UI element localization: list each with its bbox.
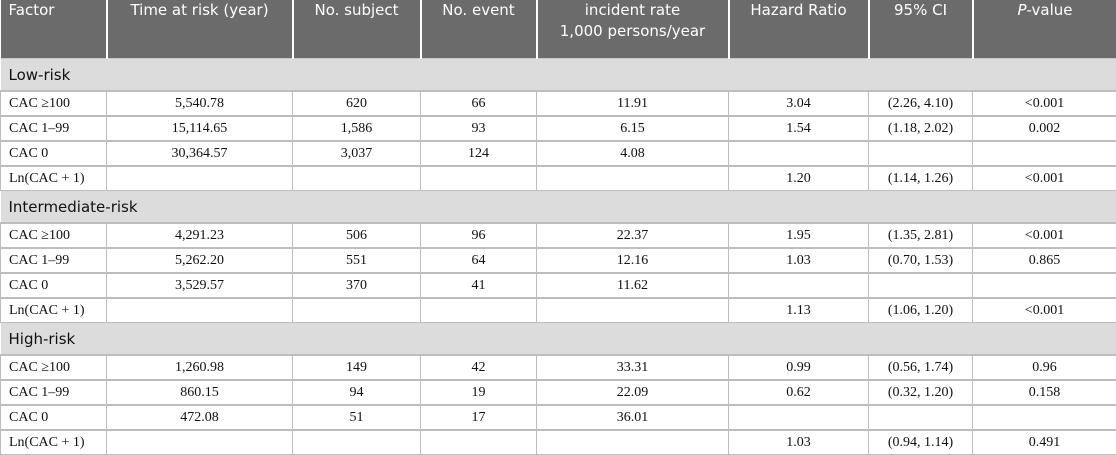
cell-no-subject: 506 [293,223,421,248]
cell-no-event: 41 [421,273,537,298]
cell-hazard-ratio: 1.03 [729,248,869,273]
table-row [1,141,1116,166]
header-row [1,0,1116,59]
group-header-row [1,323,1116,356]
group-header-row [1,59,1116,92]
cell-no-subject: 551 [293,248,421,273]
cell-no-event: 17 [421,405,537,430]
cell-ci: (0.32, 1.20) [869,380,973,405]
cell-incident-rate: 22.09 [537,380,729,405]
cell-ci [869,273,973,298]
cell-incident-rate: 6.15 [537,116,729,141]
cell-ci: (1.14, 1.26) [869,166,973,191]
cell-p-value [973,273,1116,298]
cell-incident-rate: 11.91 [537,91,729,116]
cell-factor: CAC 0 [1,273,107,298]
cell-hazard-ratio [729,141,869,166]
header-no-subject: No. subject [293,0,421,59]
cell-time-at-risk [107,298,293,323]
cell-time-at-risk: 1,260.98 [107,355,293,380]
table-row [1,355,1116,380]
table-row [1,223,1116,248]
cell-hazard-ratio [729,405,869,430]
cell-p-value: <0.001 [973,91,1116,116]
cell-factor: CAC ≥100 [1,355,107,380]
cell-no-event: 42 [421,355,537,380]
cell-no-subject: 370 [293,273,421,298]
cell-time-at-risk: 5,540.78 [107,91,293,116]
cell-incident-rate: 11.62 [537,273,729,298]
cell-incident-rate: 22.37 [537,223,729,248]
cell-time-at-risk: 3,529.57 [107,273,293,298]
header-p-suffix: -value [1027,1,1073,19]
cell-incident-rate [537,430,729,455]
table-body [1,59,1116,455]
cell-hazard-ratio: 1.95 [729,223,869,248]
cell-no-subject: 94 [293,380,421,405]
cell-incident-rate: 4.08 [537,141,729,166]
cell-no-event: 96 [421,223,537,248]
header-factor: Factor [1,0,107,59]
cell-factor: CAC 1–99 [1,248,107,273]
table-row [1,380,1116,405]
cell-ci: (0.56, 1.74) [869,355,973,380]
table-row [1,298,1116,323]
cell-time-at-risk: 30,364.57 [107,141,293,166]
cell-incident-rate: 33.31 [537,355,729,380]
table-row [1,430,1116,455]
cell-factor: CAC ≥100 [1,91,107,116]
header-ci: 95% CI [869,0,973,59]
table-row [1,91,1116,116]
cell-time-at-risk: 860.15 [107,380,293,405]
cell-p-value: <0.001 [973,166,1116,191]
cell-incident-rate: 12.16 [537,248,729,273]
group-label: High-risk [1,323,1116,356]
cell-p-value: 0.491 [973,430,1116,455]
header-incident-rate-line2: 1,000 persons/year [542,21,724,42]
cell-no-event: 124 [421,141,537,166]
cell-time-at-risk: 5,262.20 [107,248,293,273]
cell-no-event: 64 [421,248,537,273]
cell-factor: Ln(CAC + 1) [1,430,107,455]
cell-no-subject: 3,037 [293,141,421,166]
cell-ci: (1.18, 2.02) [869,116,973,141]
cell-no-event: 93 [421,116,537,141]
cell-p-value [973,405,1116,430]
cell-time-at-risk: 15,114.65 [107,116,293,141]
cell-hazard-ratio: 3.04 [729,91,869,116]
cell-ci: (0.70, 1.53) [869,248,973,273]
cell-factor: CAC ≥100 [1,223,107,248]
cell-no-subject [293,166,421,191]
cell-no-subject [293,298,421,323]
cell-no-subject: 149 [293,355,421,380]
cell-p-value: 0.865 [973,248,1116,273]
cell-ci [869,405,973,430]
cell-no-subject [293,430,421,455]
cell-factor: CAC 0 [1,141,107,166]
cell-no-subject: 620 [293,91,421,116]
cell-incident-rate: 36.01 [537,405,729,430]
header-p-prefix: P [1017,1,1026,19]
group-label: Low-risk [1,59,1116,92]
header-incident-rate-line1: incident rate [542,0,724,21]
cell-factor: Ln(CAC + 1) [1,166,107,191]
cell-hazard-ratio: 0.62 [729,380,869,405]
cell-incident-rate [537,298,729,323]
cell-no-event: 19 [421,380,537,405]
cell-p-value: <0.001 [973,223,1116,248]
header-no-event: No. event [421,0,537,59]
cell-ci: (2.26, 4.10) [869,91,973,116]
table-row [1,248,1116,273]
cell-factor: Ln(CAC + 1) [1,298,107,323]
cell-hazard-ratio: 1.13 [729,298,869,323]
cell-ci [869,141,973,166]
group-header-row [1,191,1116,224]
cell-ci: (1.35, 2.81) [869,223,973,248]
cell-time-at-risk: 4,291.23 [107,223,293,248]
cell-time-at-risk [107,430,293,455]
cell-no-event [421,166,537,191]
cell-time-at-risk: 472.08 [107,405,293,430]
cell-hazard-ratio [729,273,869,298]
cell-hazard-ratio: 1.03 [729,430,869,455]
cell-no-event [421,298,537,323]
header-p-value [973,0,1116,59]
group-label: Intermediate-risk [1,191,1116,224]
table-row [1,116,1116,141]
cell-hazard-ratio: 0.99 [729,355,869,380]
cell-ci: (0.94, 1.14) [869,430,973,455]
cell-incident-rate [537,166,729,191]
cell-p-value: 0.158 [973,380,1116,405]
cell-no-event [421,430,537,455]
cell-p-value: 0.002 [973,116,1116,141]
cell-ci: (1.06, 1.20) [869,298,973,323]
cell-p-value [973,141,1116,166]
cell-p-value: <0.001 [973,298,1116,323]
header-hazard-ratio: Hazard Ratio [729,0,869,59]
cell-p-value: 0.96 [973,355,1116,380]
cell-hazard-ratio: 1.20 [729,166,869,191]
cell-factor: CAC 0 [1,405,107,430]
cell-no-subject: 51 [293,405,421,430]
table-row [1,405,1116,430]
cell-factor: CAC 1–99 [1,380,107,405]
cell-no-event: 66 [421,91,537,116]
header-time-at-risk: Time at risk (year) [107,0,293,59]
table-row [1,273,1116,298]
cell-time-at-risk [107,166,293,191]
header-incident-rate [537,0,729,59]
table-row [1,166,1116,191]
cell-factor: CAC 1–99 [1,116,107,141]
cell-no-subject: 1,586 [293,116,421,141]
cell-hazard-ratio: 1.54 [729,116,869,141]
